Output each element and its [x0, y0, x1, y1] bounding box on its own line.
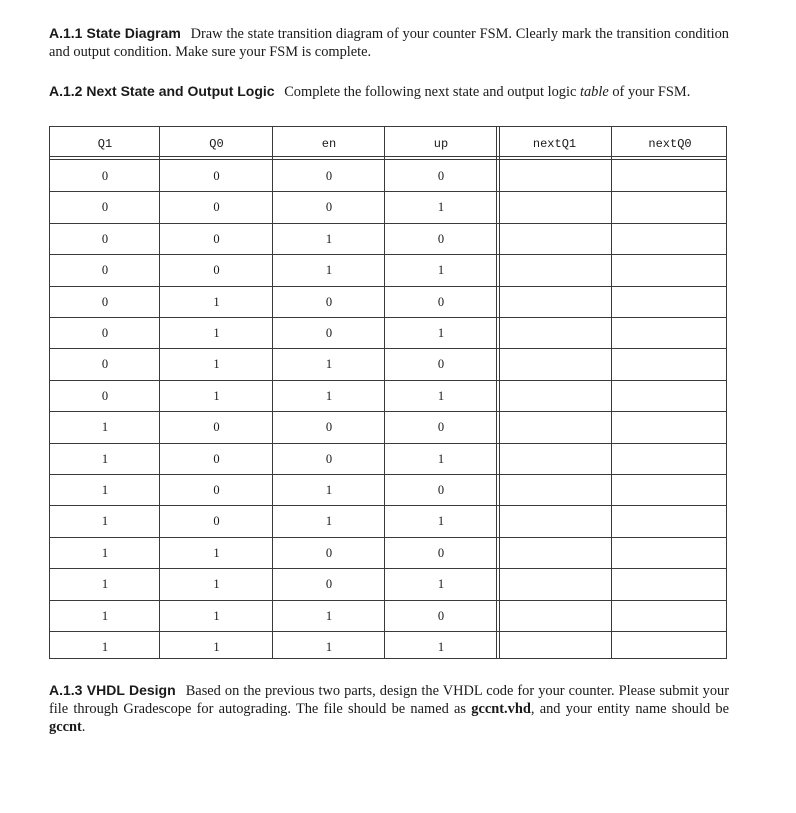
- table-cell: 0: [325, 577, 333, 591]
- table-cell: 0: [437, 232, 445, 246]
- table-header-up: up: [433, 137, 449, 151]
- table-cell: 0: [325, 200, 333, 214]
- table-cell: 0: [213, 514, 220, 528]
- table-cell: 0: [213, 452, 220, 466]
- table-cell: 0: [437, 546, 445, 560]
- table-cell: 0: [437, 609, 445, 623]
- table-cell[interactable]: [497, 483, 612, 504]
- table-cell: 0: [101, 357, 109, 371]
- table-cell[interactable]: [612, 326, 728, 347]
- table-cell: 1: [213, 609, 220, 623]
- table-cell: 1: [325, 640, 333, 654]
- table-cell[interactable]: [612, 640, 728, 661]
- row-rule: [50, 223, 726, 224]
- table-cell: 0: [101, 169, 109, 183]
- table-cell: 1: [101, 514, 109, 528]
- table-cell[interactable]: [612, 232, 728, 253]
- table-cell: 0: [325, 169, 333, 183]
- table-cell: 1: [437, 452, 445, 466]
- section-body: Draw the state transition diagram of your counter FSM. Clearly mark the transition condition and output condition. Make sure your FSM is complete.: [49, 26, 729, 60]
- table-cell: 1: [101, 546, 109, 560]
- row-rule: [50, 254, 726, 255]
- table-cell[interactable]: [497, 640, 612, 661]
- table-cell[interactable]: [612, 263, 728, 284]
- section-state-diagram: [49, 24, 729, 61]
- row-rule: [50, 631, 726, 632]
- table-cell[interactable]: [612, 452, 728, 473]
- table-cell: 0: [213, 200, 220, 214]
- table-cell: 1: [437, 200, 445, 214]
- table-cell[interactable]: [612, 295, 728, 316]
- table-cell[interactable]: [612, 483, 728, 504]
- row-rule: [50, 474, 726, 475]
- row-rule: [50, 380, 726, 381]
- row-rule: [50, 537, 726, 538]
- table-cell: 0: [325, 295, 333, 309]
- table-cell: 1: [325, 232, 333, 246]
- table-cell[interactable]: [612, 389, 728, 410]
- table-cell: 0: [437, 357, 445, 371]
- table-cell: 1: [213, 546, 220, 560]
- table-cell[interactable]: [497, 609, 612, 630]
- header-rule: [50, 156, 726, 157]
- table-cell: 0: [325, 326, 333, 340]
- row-rule: [50, 286, 726, 287]
- table-cell: 1: [325, 263, 333, 277]
- row-rule: [50, 348, 726, 349]
- table-cell: 1: [437, 263, 445, 277]
- section-vhdl-design: [49, 681, 729, 736]
- table-cell[interactable]: [497, 326, 612, 347]
- table-cell: 0: [101, 200, 109, 214]
- row-rule: [50, 191, 726, 192]
- table-cell: 1: [213, 577, 220, 591]
- table-header-en: en: [321, 137, 337, 151]
- section-body: of your FSM.: [612, 84, 691, 100]
- table-cell: 1: [213, 389, 220, 403]
- table-cell[interactable]: [497, 420, 612, 441]
- table-header-q0: Q0: [209, 137, 224, 151]
- row-rule: [50, 443, 726, 444]
- table-cell: 0: [101, 295, 109, 309]
- table-cell[interactable]: [612, 546, 728, 567]
- section-body: Complete the following next state and output logic: [284, 84, 577, 100]
- table-cell: 0: [325, 452, 333, 466]
- table-cell: 0: [213, 263, 220, 277]
- table-cell: 0: [213, 232, 220, 246]
- table-cell: 1: [213, 357, 220, 371]
- table-cell[interactable]: [497, 546, 612, 567]
- section-heading: A.1.3 VHDL Design: [49, 682, 176, 698]
- table-cell[interactable]: [612, 609, 728, 630]
- table-cell[interactable]: [497, 452, 612, 473]
- table-cell: 1: [101, 483, 109, 497]
- filename: gccnt.vhd: [471, 701, 531, 717]
- table-cell: 1: [325, 357, 333, 371]
- table-cell: 1: [325, 389, 333, 403]
- row-rule: [50, 600, 726, 601]
- table-cell[interactable]: [612, 420, 728, 441]
- table-cell: 1: [437, 326, 445, 340]
- table-cell: 1: [101, 577, 109, 591]
- table-cell[interactable]: [497, 357, 612, 378]
- table-header-q1: Q1: [97, 137, 113, 151]
- entity-name: gccnt: [49, 719, 82, 735]
- table-cell[interactable]: [497, 295, 612, 316]
- table-cell[interactable]: [612, 357, 728, 378]
- table-cell: 1: [437, 577, 445, 591]
- section-heading: A.1.2 Next State and Output Logic: [49, 83, 275, 99]
- table-cell: 0: [213, 420, 220, 434]
- table-cell: 0: [101, 326, 109, 340]
- table-cell: 0: [437, 295, 445, 309]
- table-cell: 1: [101, 640, 109, 654]
- table-cell[interactable]: [497, 577, 612, 598]
- table-cell: 0: [213, 483, 220, 497]
- table-cell: 1: [437, 514, 445, 528]
- row-rule: [50, 505, 726, 506]
- table-cell[interactable]: [497, 169, 612, 190]
- table-cell: 0: [101, 263, 109, 277]
- table-cell: 1: [213, 326, 220, 340]
- section-body: , and your entity name should be: [530, 701, 729, 717]
- table-cell: 1: [325, 514, 333, 528]
- section-body-emphasis: table: [579, 84, 609, 100]
- table-cell[interactable]: [497, 514, 612, 535]
- table-cell: 1: [325, 483, 333, 497]
- table-cell[interactable]: [497, 389, 612, 410]
- table-cell[interactable]: [612, 577, 728, 598]
- table-header-nextq1: nextQ1: [532, 137, 577, 151]
- table-cell: 1: [101, 609, 109, 623]
- table-cell: 0: [213, 169, 220, 183]
- table-cell: 0: [325, 546, 333, 560]
- table-cell: 1: [437, 640, 445, 654]
- section-body: .: [81, 719, 86, 735]
- table-cell[interactable]: [497, 263, 612, 284]
- table-cell: 1: [437, 389, 445, 403]
- table-cell: 1: [101, 420, 109, 434]
- table-cell: 1: [101, 452, 109, 466]
- header-rule: [50, 159, 726, 160]
- row-rule: [50, 317, 726, 318]
- table-cell: 1: [213, 295, 220, 309]
- truth-table: [49, 126, 727, 659]
- row-rule: [50, 568, 726, 569]
- table-header-nextq0: nextQ0: [648, 137, 692, 151]
- table-cell: 1: [325, 609, 333, 623]
- table-cell[interactable]: [612, 169, 728, 190]
- table-cell[interactable]: [612, 514, 728, 535]
- table-cell: 0: [437, 169, 445, 183]
- section-heading: A.1.1 State Diagram: [49, 25, 181, 41]
- table-cell[interactable]: [612, 200, 728, 221]
- table-cell[interactable]: [497, 232, 612, 253]
- table-cell: 0: [437, 483, 445, 497]
- row-rule: [50, 411, 726, 412]
- table-cell: 0: [325, 420, 333, 434]
- table-cell: 0: [437, 420, 445, 434]
- table-cell: 0: [101, 232, 109, 246]
- section-next-state-logic: [49, 82, 729, 101]
- table-cell: 1: [213, 640, 220, 654]
- table-cell: 0: [101, 389, 109, 403]
- table-cell[interactable]: [497, 200, 612, 221]
- section-body: Based on the previous two parts, design the VHDL code for your counter. Please submit your file through Gradescope for autograding. The file should be named as: [49, 683, 729, 717]
